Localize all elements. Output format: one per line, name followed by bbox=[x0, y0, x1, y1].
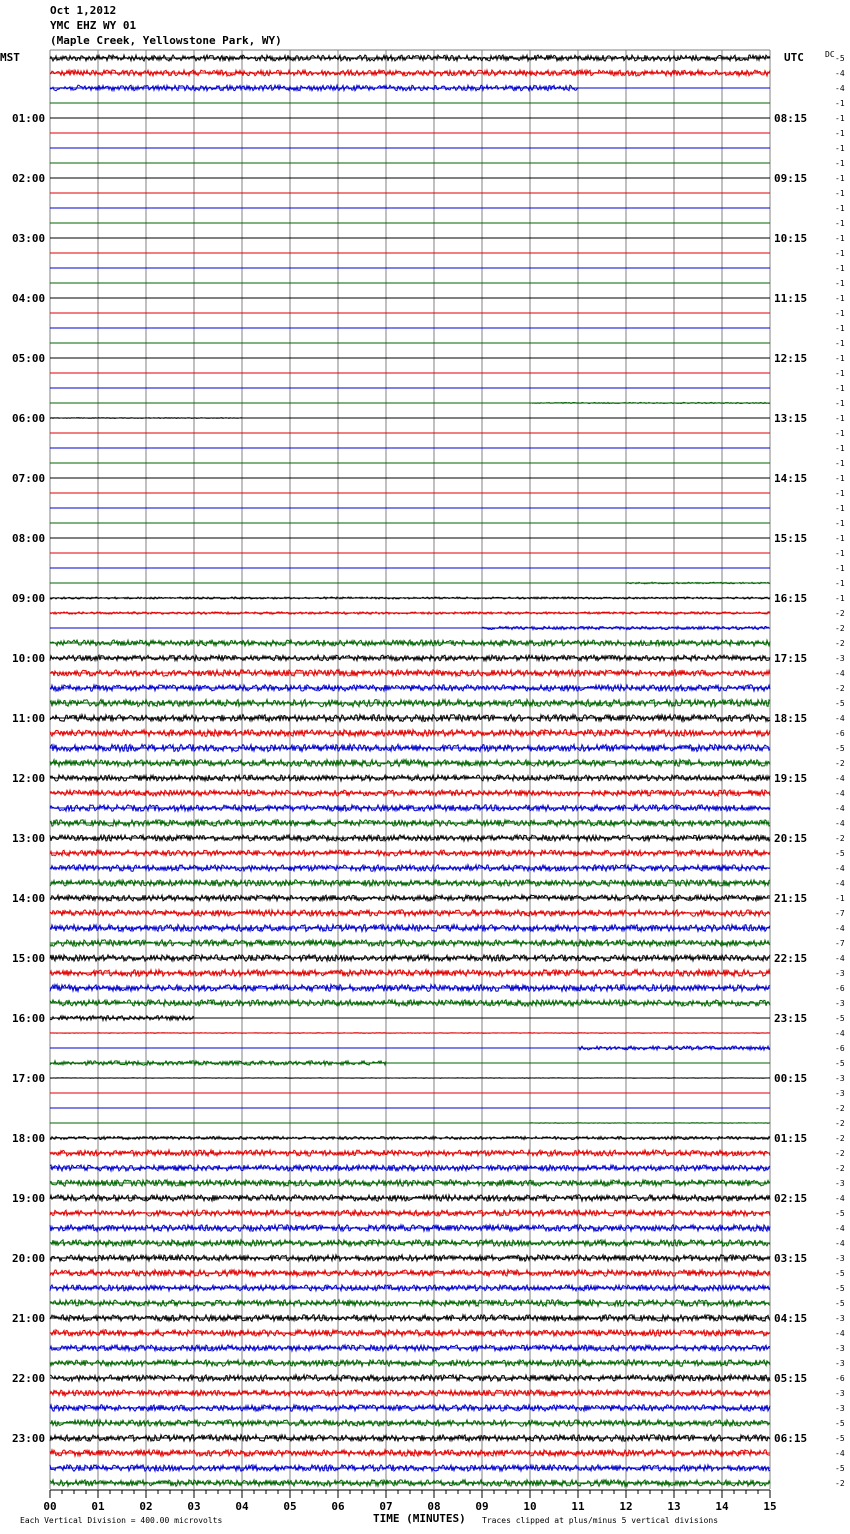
seismic-trace bbox=[530, 1123, 770, 1124]
dc-offset-value: -1 bbox=[835, 264, 845, 273]
dc-offset-value: -2 bbox=[835, 609, 845, 618]
dc-offset-value: -1 bbox=[835, 99, 845, 108]
dc-offset-value: -1 bbox=[835, 549, 845, 558]
dc-offset-value: -5 bbox=[835, 1014, 845, 1023]
dc-offset-value: -2 bbox=[835, 834, 845, 843]
dc-offset-value: -4 bbox=[835, 1329, 845, 1338]
x-tick-label: 02 bbox=[139, 1500, 153, 1513]
dc-offset-value: -2 bbox=[835, 624, 845, 633]
x-tick-label: 07 bbox=[379, 1500, 393, 1513]
dc-offset-value: -4 bbox=[835, 954, 845, 963]
dc-offset-value: -3 bbox=[835, 999, 845, 1008]
dc-offset-value: -1 bbox=[835, 339, 845, 348]
hour-label-mst: 20:00 bbox=[12, 1252, 46, 1265]
dc-offset-value: -4 bbox=[835, 1029, 845, 1038]
dc-offset-value: -3 bbox=[835, 1389, 845, 1398]
dc-offset-value: -6 bbox=[835, 984, 845, 993]
hour-label-utc: 12:15 bbox=[774, 352, 808, 365]
dc-offset-value: -2 bbox=[835, 684, 845, 693]
dc-offset-value: -7 bbox=[835, 909, 845, 918]
dc-offset-value: -5 bbox=[835, 1419, 845, 1428]
dc-offset-value: -4 bbox=[835, 879, 845, 888]
hour-label-mst: 16:00 bbox=[12, 1012, 46, 1025]
seismic-trace bbox=[50, 612, 770, 614]
dc-offset-value: -1 bbox=[835, 114, 845, 123]
x-tick-label: 08 bbox=[427, 1500, 441, 1513]
dc-offset-value: -1 bbox=[835, 144, 845, 153]
dc-offset-value: -1 bbox=[835, 594, 845, 603]
dc-offset-value: -5 bbox=[835, 1209, 845, 1218]
dc-offset-value: -6 bbox=[835, 729, 845, 738]
hour-label-utc: 06:15 bbox=[774, 1432, 808, 1445]
dc-offset-value: -3 bbox=[835, 1179, 845, 1188]
station-location: (Maple Creek, Yellowstone Park, WY) bbox=[50, 34, 282, 47]
hour-label-utc: 10:15 bbox=[774, 232, 808, 245]
x-tick-label: 05 bbox=[283, 1500, 297, 1513]
dc-offset-value: -2 bbox=[835, 1119, 845, 1128]
hour-label-mst: 03:00 bbox=[12, 232, 46, 245]
dc-offset-value: -2 bbox=[835, 1479, 845, 1488]
x-tick-label: 15 bbox=[763, 1500, 777, 1513]
seismic-trace bbox=[50, 55, 770, 61]
dc-offset-value: -5 bbox=[835, 1269, 845, 1278]
dc-offset-value: -1 bbox=[835, 474, 845, 483]
left-timezone-label: MST bbox=[0, 51, 20, 64]
dc-offset-value: -4 bbox=[835, 1239, 845, 1248]
dc-offset-value: -3 bbox=[835, 1404, 845, 1413]
seismic-trace bbox=[50, 1420, 770, 1426]
hour-label-utc: 22:15 bbox=[774, 952, 808, 965]
dc-offset-value: -3 bbox=[835, 654, 845, 663]
dc-offset-value: -1 bbox=[835, 354, 845, 363]
dc-offset-value: -4 bbox=[835, 819, 845, 828]
hour-label-utc: 16:15 bbox=[774, 592, 808, 605]
hour-label-mst: 07:00 bbox=[12, 472, 46, 485]
dc-offset-value: -1 bbox=[835, 384, 845, 393]
dc-offset-value: -2 bbox=[835, 1149, 845, 1158]
seismic-trace bbox=[50, 970, 770, 977]
dc-offset-value: -2 bbox=[835, 759, 845, 768]
dc-offset-value: -3 bbox=[835, 1344, 845, 1353]
dc-offset-value: -3 bbox=[835, 969, 845, 978]
dc-offset-value: -2 bbox=[835, 639, 845, 648]
dc-offset-value: -1 bbox=[835, 249, 845, 258]
dc-offset-value: -6 bbox=[835, 1374, 845, 1383]
hour-label-mst: 21:00 bbox=[12, 1312, 46, 1325]
seismic-trace bbox=[50, 805, 770, 811]
dc-offset-value: -1 bbox=[835, 129, 845, 138]
dc-offset-value: -5 bbox=[835, 849, 845, 858]
dc-offset-value: -1 bbox=[835, 159, 845, 168]
hour-label-utc: 18:15 bbox=[774, 712, 808, 725]
hour-label-utc: 19:15 bbox=[774, 772, 808, 785]
hour-label-mst: 01:00 bbox=[12, 112, 46, 125]
hour-label-mst: 14:00 bbox=[12, 892, 46, 905]
station-code: YMC EHZ WY 01 bbox=[50, 19, 137, 32]
hour-label-utc: 05:15 bbox=[774, 1372, 808, 1385]
dc-offset-value: -4 bbox=[835, 924, 845, 933]
hour-label-mst: 15:00 bbox=[12, 952, 46, 965]
x-tick-label: 01 bbox=[91, 1500, 105, 1513]
x-tick-label: 11 bbox=[571, 1500, 585, 1513]
hour-label-mst: 06:00 bbox=[12, 412, 46, 425]
hour-label-mst: 23:00 bbox=[12, 1432, 46, 1445]
seismic-trace bbox=[50, 760, 770, 767]
dc-offset-value: -3 bbox=[835, 1089, 845, 1098]
x-tick-label: 00 bbox=[43, 1500, 57, 1513]
seismic-trace bbox=[50, 1180, 770, 1186]
dc-offset-value: -1 bbox=[835, 399, 845, 408]
dc-offset-value: -1 bbox=[835, 369, 845, 378]
hour-label-mst: 22:00 bbox=[12, 1372, 46, 1385]
x-tick-label: 09 bbox=[475, 1500, 489, 1513]
seismic-trace bbox=[626, 582, 770, 584]
hour-label-mst: 17:00 bbox=[12, 1072, 46, 1085]
x-tick-label: 10 bbox=[523, 1500, 537, 1513]
dc-offset-value: -1 bbox=[835, 204, 845, 213]
hour-label-utc: 08:15 bbox=[774, 112, 808, 125]
x-axis-label: TIME (MINUTES) bbox=[373, 1512, 466, 1525]
dc-offset-value: -3 bbox=[835, 1359, 845, 1368]
dc-offset-value: -3 bbox=[835, 1074, 845, 1083]
seismic-trace bbox=[50, 1285, 770, 1291]
dc-offset-value: -1 bbox=[835, 219, 845, 228]
dc-offset-value: -1 bbox=[835, 189, 845, 198]
dc-column-label: DC bbox=[825, 50, 835, 59]
dc-offset-value: -4 bbox=[835, 669, 845, 678]
hour-label-utc: 13:15 bbox=[774, 412, 808, 425]
dc-offset-value: -4 bbox=[835, 1194, 845, 1203]
dc-offset-value: -1 bbox=[835, 564, 845, 573]
dc-offset-value: -1 bbox=[835, 279, 845, 288]
x-tick-label: 14 bbox=[715, 1500, 729, 1513]
dc-offset-value: -5 bbox=[835, 1284, 845, 1293]
hour-label-mst: 09:00 bbox=[12, 592, 46, 605]
hour-label-utc: 15:15 bbox=[774, 532, 808, 545]
dc-offset-value: -1 bbox=[835, 489, 845, 498]
hour-label-mst: 18:00 bbox=[12, 1132, 46, 1145]
dc-offset-value: -4 bbox=[835, 1449, 845, 1458]
dc-offset-value: -2 bbox=[835, 1104, 845, 1113]
hour-label-utc: 23:15 bbox=[774, 1012, 808, 1025]
hour-label-mst: 02:00 bbox=[12, 172, 46, 185]
clipping-note: Traces clipped at plus/minus 5 vertical divisions bbox=[482, 1516, 719, 1525]
dc-offset-value: -1 bbox=[835, 579, 845, 588]
dc-offset-value: -2 bbox=[835, 1134, 845, 1143]
dc-offset-value: -4 bbox=[835, 789, 845, 798]
hour-label-utc: 01:15 bbox=[774, 1132, 808, 1145]
dc-offset-value: -5 bbox=[835, 1299, 845, 1308]
dc-offset-value: -4 bbox=[835, 69, 845, 78]
x-tick-label: 03 bbox=[187, 1500, 201, 1513]
hour-label-mst: 04:00 bbox=[12, 292, 46, 305]
dc-offset-value: -4 bbox=[835, 804, 845, 813]
dc-offset-value: -3 bbox=[835, 1314, 845, 1323]
seismic-traces bbox=[50, 55, 770, 1486]
seismic-trace bbox=[50, 597, 770, 599]
dc-offset-value: -1 bbox=[835, 519, 845, 528]
dc-offset-value: -1 bbox=[835, 459, 845, 468]
hour-label-utc: 03:15 bbox=[774, 1252, 808, 1265]
right-timezone-label: UTC bbox=[784, 51, 804, 64]
x-tick-label: 13 bbox=[667, 1500, 681, 1513]
dc-offset-value: -4 bbox=[835, 1224, 845, 1233]
hour-label-mst: 11:00 bbox=[12, 712, 46, 725]
vertical-division-note: Each Vertical Division = 400.00 microvolts bbox=[20, 1516, 223, 1525]
hour-label-utc: 17:15 bbox=[774, 652, 808, 665]
dc-offset-value: -1 bbox=[835, 504, 845, 513]
hour-label-utc: 09:15 bbox=[774, 172, 808, 185]
dc-offset-value: -1 bbox=[835, 234, 845, 243]
dc-offset-value: -5 bbox=[835, 1434, 845, 1443]
dc-offset-value: -1 bbox=[835, 309, 845, 318]
dc-offset-value: -3 bbox=[835, 1254, 845, 1263]
x-tick-label: 06 bbox=[331, 1500, 345, 1513]
dc-offset-value: -4 bbox=[835, 864, 845, 873]
hour-label-utc: 20:15 bbox=[774, 832, 808, 845]
hour-label-mst: 13:00 bbox=[12, 832, 46, 845]
seismic-trace bbox=[50, 699, 770, 706]
dc-offset-value: -5 bbox=[835, 1059, 845, 1068]
dc-offset-value: -1 bbox=[835, 324, 845, 333]
dc-offset-value: -5 bbox=[835, 54, 845, 63]
dc-offset-value: -7 bbox=[835, 939, 845, 948]
dc-offset-value: -1 bbox=[835, 444, 845, 453]
dc-offset-value: -1 bbox=[835, 894, 845, 903]
hour-label-utc: 02:15 bbox=[774, 1192, 808, 1205]
x-tick-label: 12 bbox=[619, 1500, 633, 1513]
hour-label-utc: 11:15 bbox=[774, 292, 808, 305]
hour-label-mst: 05:00 bbox=[12, 352, 46, 365]
seismic-trace bbox=[50, 685, 770, 691]
dc-offset-value: -4 bbox=[835, 84, 845, 93]
hour-label-mst: 08:00 bbox=[12, 532, 46, 545]
dc-offset-value: -1 bbox=[835, 174, 845, 183]
hour-label-utc: 14:15 bbox=[774, 472, 808, 485]
dc-offset-value: -5 bbox=[835, 699, 845, 708]
dc-offset-value: -1 bbox=[835, 414, 845, 423]
hour-label-mst: 19:00 bbox=[12, 1192, 46, 1205]
hour-label-utc: 04:15 bbox=[774, 1312, 808, 1325]
x-tick-label: 04 bbox=[235, 1500, 249, 1513]
plot-date: Oct 1,2012 bbox=[50, 4, 117, 17]
dc-offset-value: -4 bbox=[835, 774, 845, 783]
dc-offset-value: -5 bbox=[835, 744, 845, 753]
dc-offset-value: -6 bbox=[835, 1044, 845, 1053]
hour-label-utc: 00:15 bbox=[774, 1072, 808, 1085]
dc-offset-value: -4 bbox=[835, 714, 845, 723]
hour-label-utc: 21:15 bbox=[774, 892, 808, 905]
dc-offset-value: -2 bbox=[835, 1164, 845, 1173]
dc-offset-value: -1 bbox=[835, 429, 845, 438]
dc-offset-value: -1 bbox=[835, 294, 845, 303]
dc-offset-value: -1 bbox=[835, 534, 845, 543]
hour-label-mst: 12:00 bbox=[12, 772, 46, 785]
hour-label-mst: 10:00 bbox=[12, 652, 46, 665]
dc-offset-value: -5 bbox=[835, 1464, 845, 1473]
